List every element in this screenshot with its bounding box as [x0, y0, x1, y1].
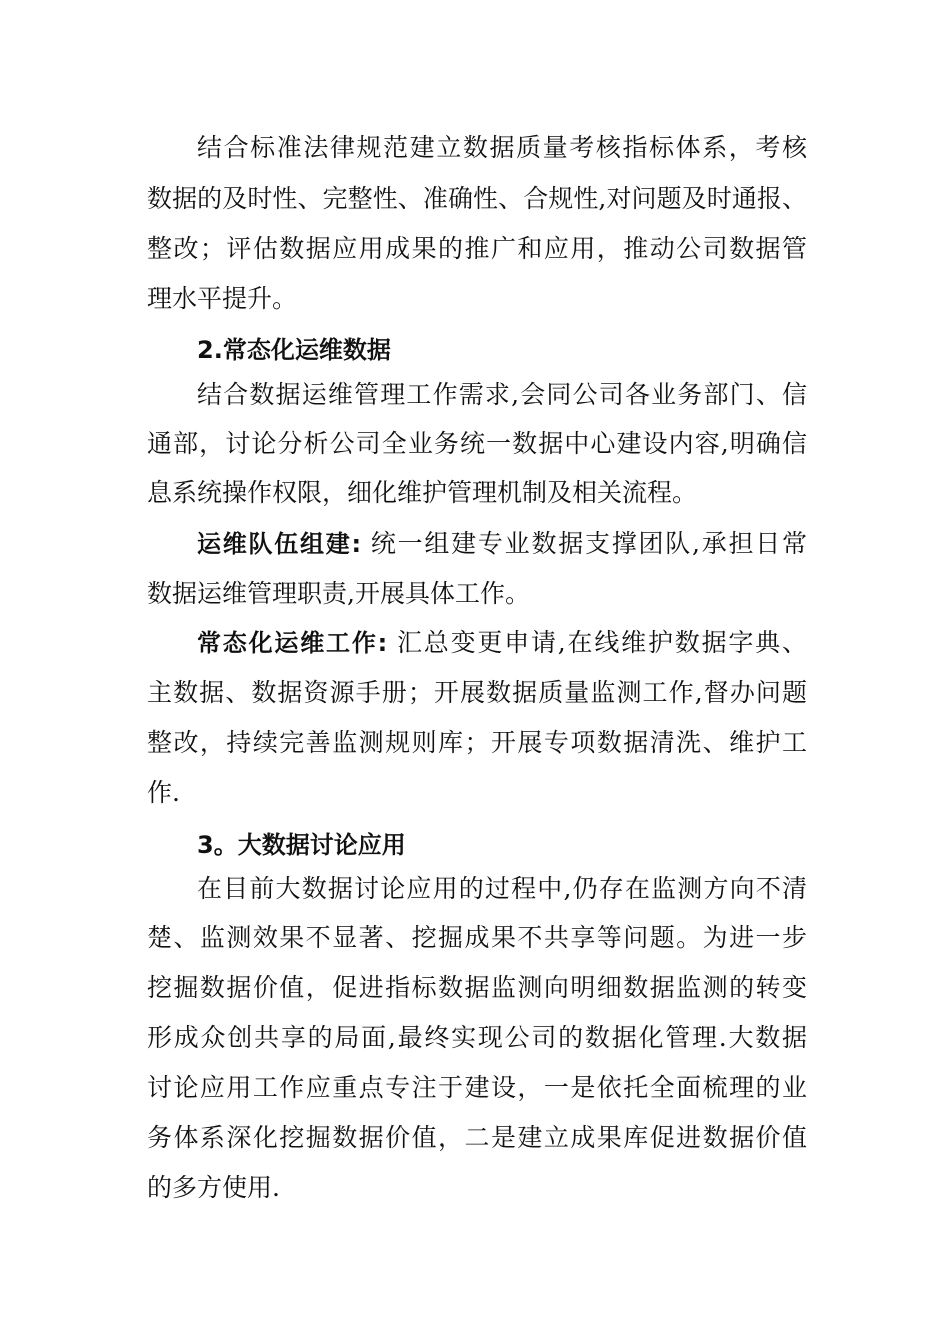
para3-label: 运维队伍组建: — [197, 530, 362, 558]
para1-line4: 理水平提升。 — [147, 284, 298, 313]
para4-line2: 主数据、数据资源手册；开展数据质量监测工作,督办问题 — [147, 678, 807, 707]
para2-line1: 结合数据运维管理工作需求,会同公司各业务部门、信 — [197, 380, 807, 409]
section-heading-3: 3。大数据讨论应用 — [197, 831, 406, 859]
para4-line3: 整改，持续完善监测规则库；开展专项数据清洗、维护工 — [147, 728, 807, 757]
para3-line1-text: 统一组建专业数据支撑团队,承担日常 — [361, 529, 807, 558]
para4-line4: 作. — [147, 778, 180, 807]
para4-line1 — [197, 623, 807, 663]
para1-line3: 整改；评估数据应用成果的推广和应用，推动公司数据管 — [147, 234, 807, 263]
para5-line1: 在目前大数据讨论应用的过程中,仍存在监测方向不清 — [197, 874, 807, 903]
para5-line4: 形成众创共享的局面,最终实现公司的数据化管理.大数据 — [147, 1023, 807, 1052]
section-heading-2: 2.常态化运维数据 — [197, 336, 391, 364]
para5-line2: 楚、监测效果不显著、挖掘成果不共享等问题。为进一步 — [147, 923, 807, 952]
para2-line3: 息系统操作权限，细化维护管理机制及相关流程。 — [147, 478, 698, 507]
para4-line1-text: 汇总变更申请,在线维护数据字典、 — [387, 628, 807, 657]
para1-line2: 数据的及时性、完整性、准确性、合规性,对问题及时通报、 — [147, 184, 807, 213]
para2-line2: 通部，讨论分析公司全业务统一数据中心建设内容,明确信 — [147, 429, 807, 458]
para4-label: 常态化运维工作: — [197, 629, 388, 657]
para3-line2: 数据运维管理职责,开展具体工作。 — [147, 579, 530, 608]
para5-line7: 的多方使用. — [147, 1173, 280, 1202]
para5-line5: 讨论应用工作应重点专注于建设，一是依托全面梳理的业 — [147, 1073, 807, 1102]
para3-line1 — [197, 524, 807, 564]
para5-line6: 务体系深化挖掘数据价值，二是建立成果库促进数据价值 — [147, 1123, 807, 1152]
para1-line1: 结合标准法律规范建立数据质量考核指标体系，考核 — [197, 133, 807, 162]
para5-line3: 挖掘数据价值，促进指标数据监测向明细数据监测的转变 — [147, 973, 807, 1002]
